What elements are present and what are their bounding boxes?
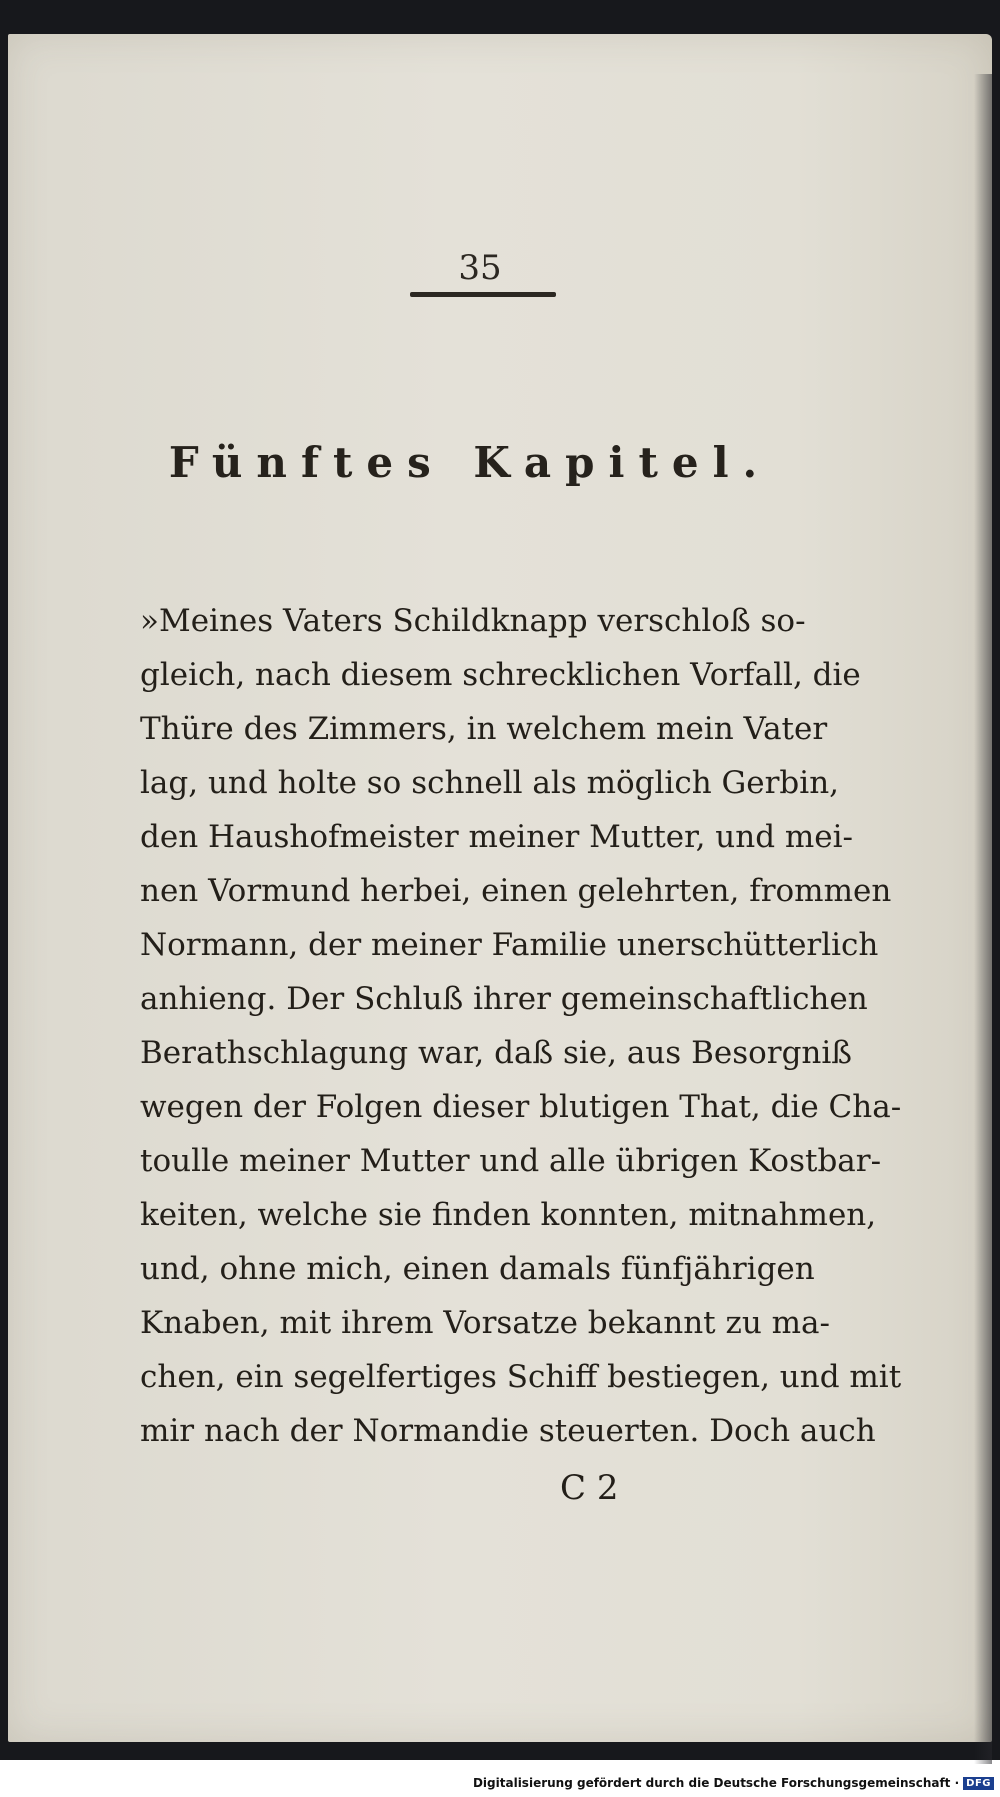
text-line: »Meines Vaters Schildknapp verschloß so- [140, 603, 806, 639]
dfg-logo: DFG [963, 1777, 994, 1790]
text-line: anhieng. Der Schluß ihrer gemeinschaftlichen [140, 981, 868, 1017]
text-line: nen Vormund herbei, einen gelehrten, frommen [140, 873, 892, 909]
text-line: Thüre des Zimmers, in welchem mein Vater [140, 711, 828, 747]
show-through-text [140, 300, 820, 560]
credit-text: Digitalisierung gefördert durch die Deutsche Forschungsgemeinschaft · [472, 1776, 960, 1790]
text-line: keiten, welche sie finden konnten, mitnahmen, [140, 1197, 877, 1233]
text-line: toulle meiner Mutter und alle übrigen Kostbar- [140, 1143, 882, 1179]
printer-signature: C 2 [560, 1468, 619, 1508]
text-line: und, ohne mich, einen damals fünfjährigen [140, 1251, 815, 1287]
page-number: 35 [458, 248, 502, 288]
text-line: gleich, nach diesem schrecklichen Vorfall, die [140, 657, 861, 693]
text-line: Berathschlagung war, daß sie, aus Besorgniß [140, 1035, 853, 1071]
text-line: mir nach der Normandie steuerten. Doch auch [140, 1413, 876, 1449]
body-text [140, 594, 902, 1458]
text-line: Knaben, mit ihrem Vorsatze bekannt zu ma- [140, 1305, 830, 1341]
text-line: chen, ein segelfertiges Schiff bestiegen, und mit [140, 1359, 902, 1395]
text-line: den Haushofmeister meiner Mutter, und mei- [140, 819, 854, 855]
text-line: Normann, der meiner Familie unerschütterlich [140, 927, 879, 963]
page-edge-shadow [974, 74, 992, 1764]
text-line: wegen der Folgen dieser blutigen That, die Cha- [140, 1089, 902, 1125]
text-line: lag, und holte so schnell als möglich Gerbin, [140, 765, 840, 801]
page-number-rule [410, 292, 556, 297]
chapter-heading: Fünftes Kapitel. [168, 438, 772, 487]
digitization-credit [473, 1776, 994, 1790]
